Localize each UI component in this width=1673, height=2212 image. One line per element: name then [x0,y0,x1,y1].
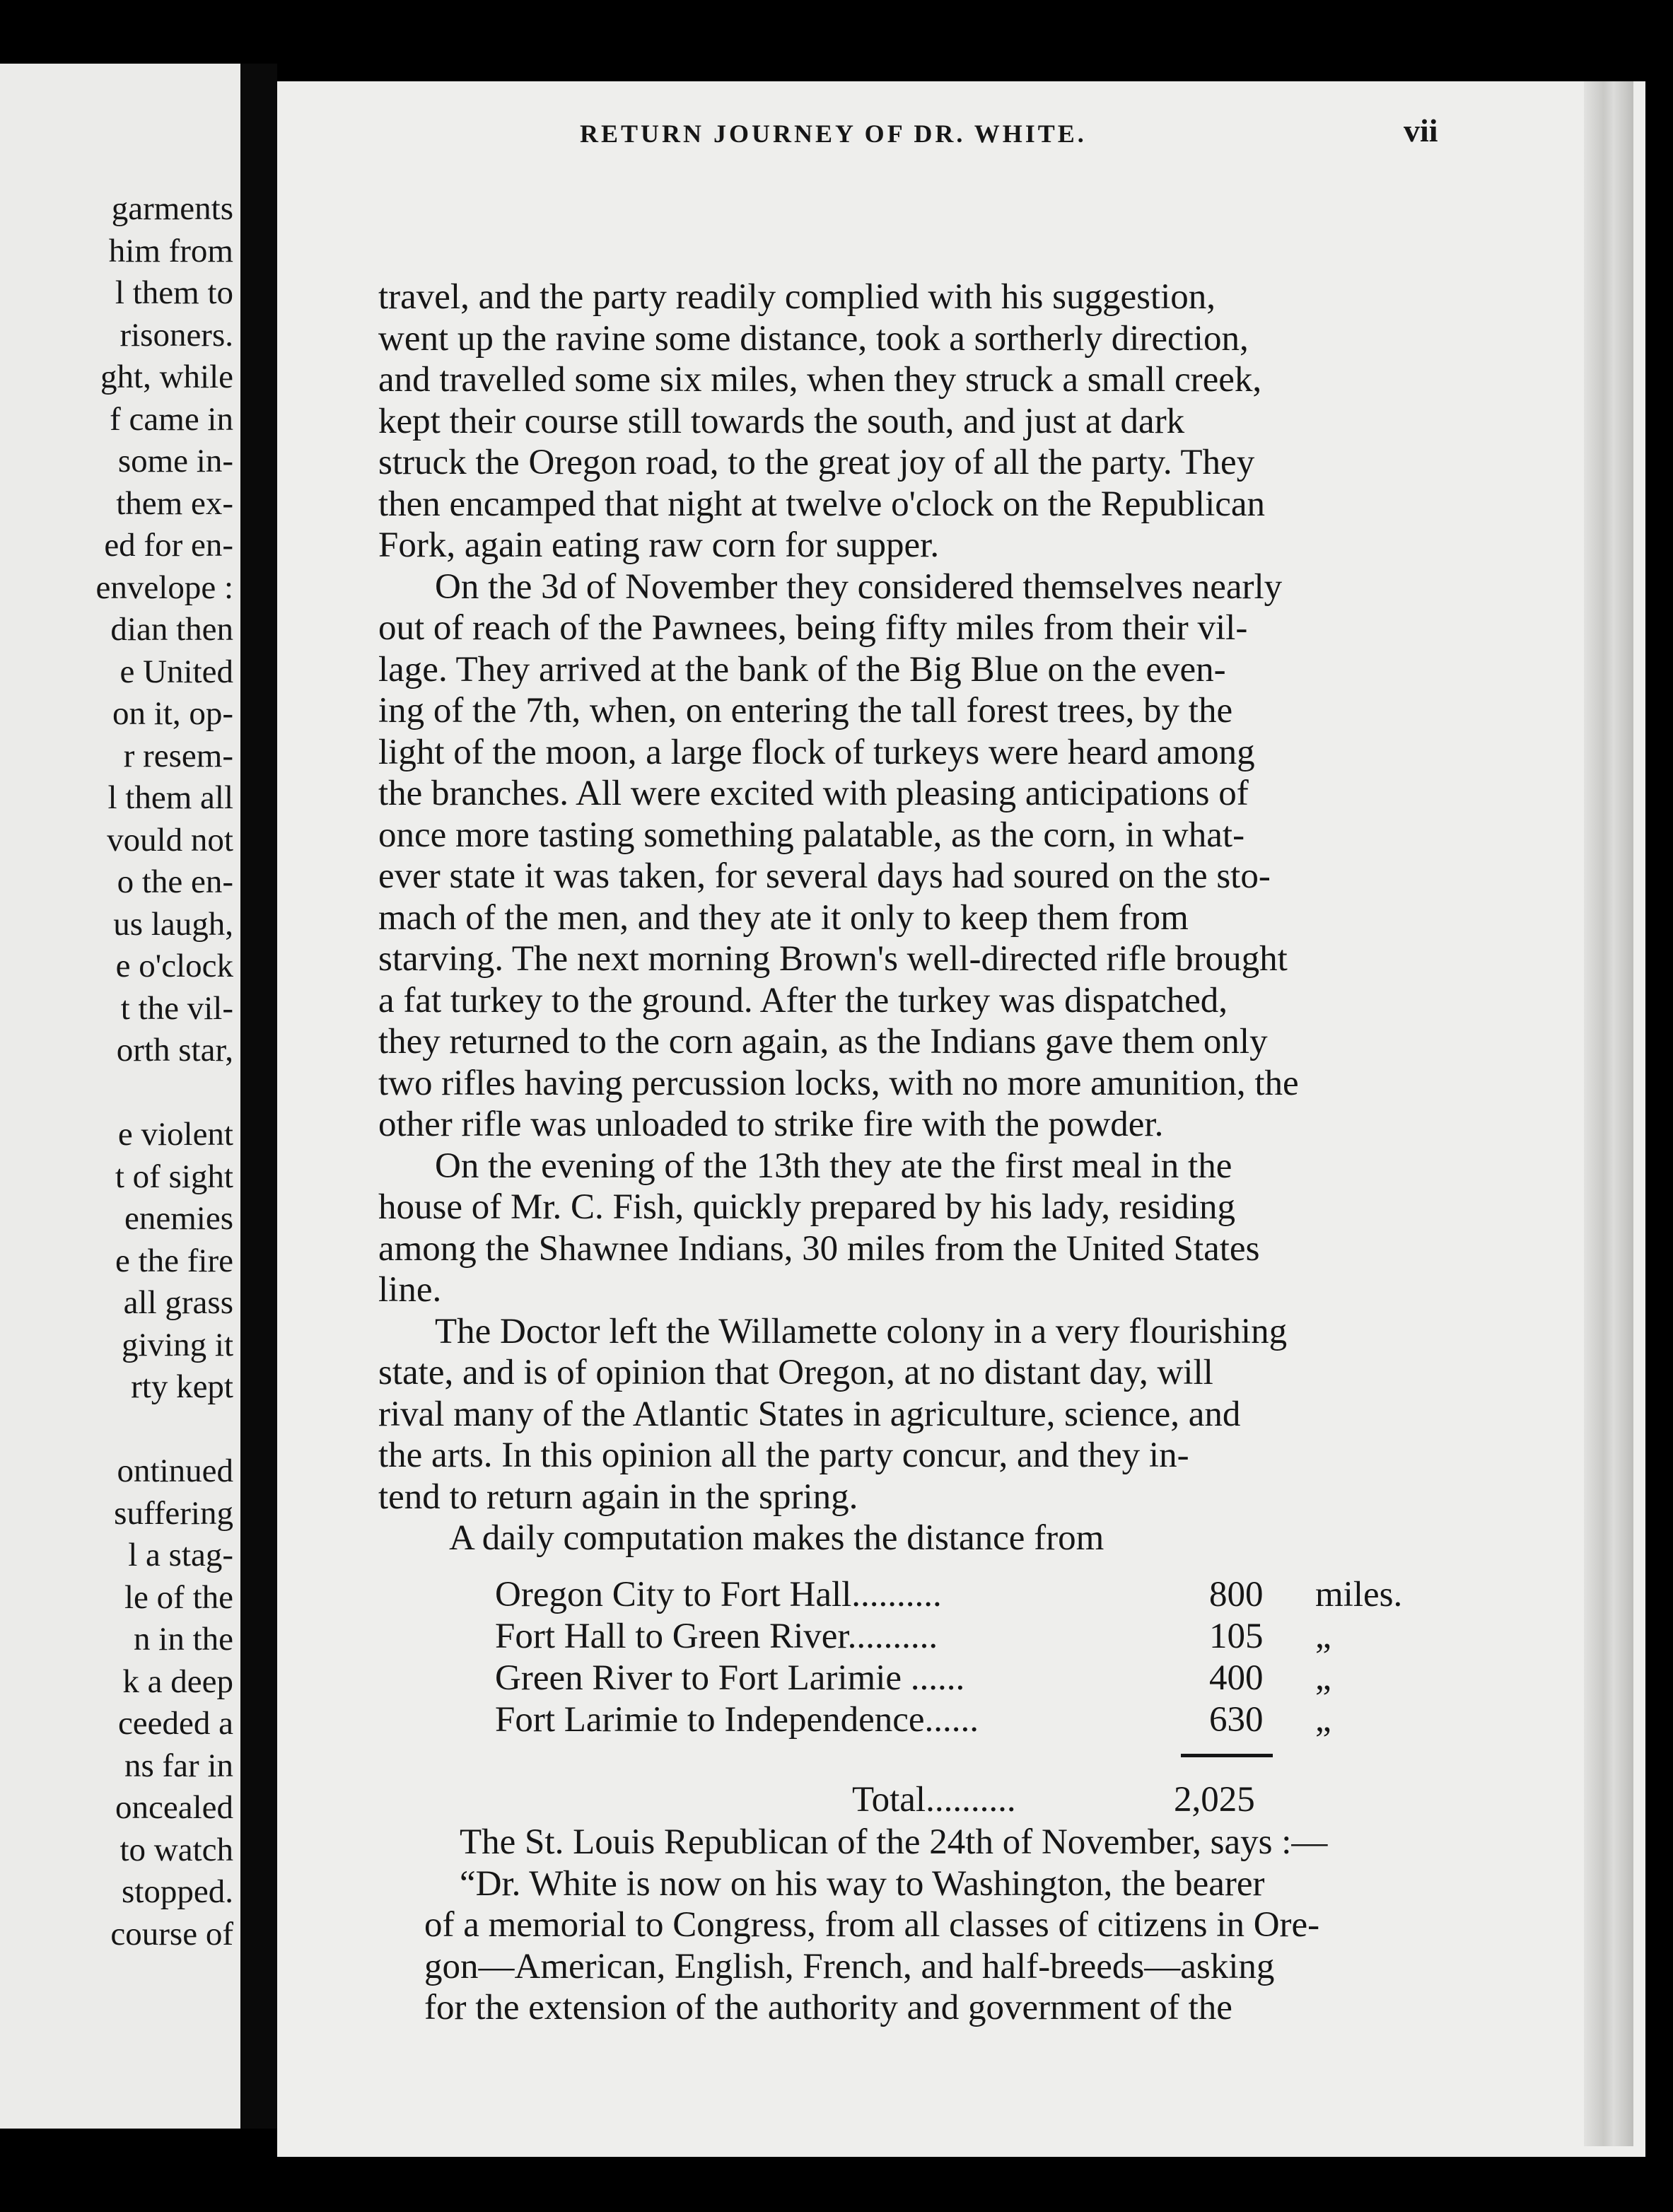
left-page-line: n in the [134,1621,233,1658]
distance-miles: 105 [1209,1617,1264,1656]
left-page-line: t the vil- [120,989,233,1027]
distance-route: Oregon City to Fort Hall.......... [495,1575,942,1614]
left-page-line: garments [111,190,233,227]
distance-route: Green River to Fort Larimie ...... [495,1658,965,1698]
left-page-line: l them to [115,274,233,311]
body-line: light of the moon, a large flock of turkeys were heard among [378,732,1255,772]
left-page-line: ns far in [124,1747,233,1784]
body-line: ever state it was taken, for several days had soured on the sto- [378,856,1271,896]
body-line: then encamped that night at twelve o'clock on the Republican [378,484,1266,524]
left-page-line: t of sight [115,1158,233,1195]
left-page-line: o the en- [117,863,233,900]
body-line: went up the ravine some distance, took a sortherly direction, [378,318,1249,359]
body-line: line. [378,1270,442,1310]
left-page-line: e o'clock [115,948,233,984]
body-line: two rifles having percussion locks, with no more amunition, the [378,1063,1299,1103]
left-page-line: f came in [110,400,233,438]
left-page-line: envelope : [95,569,233,606]
body-line: the branches. All were excited with pleasing anticipations of [378,774,1249,813]
body-line: state, and is of opinion that Oregon, at no distant day, will [378,1353,1213,1392]
distance-miles: 800 [1209,1575,1264,1614]
distance-unit: miles. [1315,1575,1403,1614]
left-page-line: e the fire [115,1242,233,1279]
body-line: mach of the men, and they ate it only to keep them from [378,897,1189,938]
body-line: On the 3d of November they considered themselves nearly [435,566,1283,607]
left-page-line: e United [119,653,233,690]
left-page-line: stopped. [122,1873,233,1910]
left-page-line: some in- [117,443,233,479]
left-page-line: r resem- [123,737,233,774]
left-page-line: giving it [122,1326,233,1363]
body-line: once more tasting something palatable, as the corn, in what- [378,815,1245,855]
body-line: Fork, again eating raw corn for supper. [378,525,940,565]
left-page-line: l them all [107,779,233,816]
body-line: starving. The next morning Brown's well-directed rifle brought [378,939,1288,979]
left-page-line: orth star, [116,1032,233,1069]
body-line: “Dr. White is now on his way to Washington, the bearer [460,1863,1265,1904]
left-page-line: to watch [119,1831,233,1868]
body-line: travel, and the party readily complied with his suggestion, [378,277,1216,317]
body-line: struck the Oregon road, to the great joy of all the party. They [378,443,1255,482]
body-line: lage. They arrived at the bank of the Big Blue on the even- [378,649,1226,689]
body-line: rival many of the Atlantic States in agriculture, science, and [378,1394,1241,1434]
left-page-line: dian then [110,611,233,648]
body-line: A daily computation makes the distance from [449,1518,1104,1558]
distance-route: Fort Hall to Green River.......... [495,1617,938,1656]
distance-unit: „ [1315,1617,1331,1656]
distance-unit: „ [1315,1700,1331,1740]
body-line: a fat turkey to the ground. After the turkey was dispatched, [378,980,1228,1020]
left-page-line: enemies [124,1200,233,1237]
total-value: 2,025 [1174,1780,1255,1820]
body-line: of a memorial to Congress, from all classes of citizens in Ore- [424,1905,1320,1945]
left-page-line: le of the [124,1578,233,1616]
body-line: kept their course still towards the south, and just at dark [378,401,1185,441]
running-head: RETURN JOURNEY OF DR. WHITE. [580,120,1087,148]
left-page-line: ontinued [117,1453,233,1489]
left-page-line: us laugh, [113,905,233,943]
left-page-line: ght, while [100,359,233,395]
left-page-line: suffering [114,1494,233,1532]
body-line: for the extension of the authority and government of the [424,1988,1232,2027]
page-edge [1584,81,1633,2146]
total-rule [1181,1754,1273,1757]
left-page-line: all grass [123,1284,233,1321]
book-gutter [240,64,277,2129]
left-page-line: on it, op- [112,695,233,732]
body-line: other rifle was unloaded to strike fire with the powder. [378,1105,1164,1144]
body-line: ing of the 7th, when, on entering the tall forest trees, by the [378,691,1233,730]
left-page-line: them ex- [116,484,233,522]
left-page-line: k a deep [122,1663,233,1700]
body-line: the arts. In this opinion all the party concur, and they in- [378,1436,1189,1475]
left-page-line: course of [110,1915,233,1952]
left-page-line: e violent [117,1116,233,1153]
distance-miles: 400 [1209,1658,1264,1698]
body-line: tend to return again in the spring. [378,1477,858,1517]
distance-unit: „ [1315,1658,1331,1698]
body-line: they returned to the corn again, as the Indians gave them only [378,1022,1268,1061]
left-page [0,64,240,2129]
body-line: and travelled some six miles, when they struck a small creek, [378,360,1262,400]
page-number: vii [1404,112,1438,149]
left-page-line: ed for en- [104,527,233,564]
left-page-line: risoners. [119,316,233,354]
left-page-line: l a stag- [128,1537,233,1573]
body-line: out of reach of the Pawnees, being fifty miles from their vil- [378,608,1248,648]
distance-route: Fort Larimie to Independence...... [495,1700,979,1740]
left-page-line: vould not [107,821,233,858]
body-line: gon—American, English, French, and half-breeds—asking [424,1946,1275,1986]
left-page-line: oncealed [115,1789,233,1826]
body-line: house of Mr. C. Fish, quickly prepared by his lady, residing [378,1187,1236,1227]
body-line: The Doctor left the Willamette colony in a very flourishing [435,1311,1288,1351]
body-line: The St. Louis Republican of the 24th of November, says :— [460,1822,1328,1862]
left-page-line: rty kept [131,1368,233,1405]
body-line: On the evening of the 13th they ate the first meal in the [435,1146,1232,1186]
body-line: among the Shawnee Indians, 30 miles from the United States [378,1228,1260,1269]
total-label: Total.......... [852,1780,1016,1820]
left-page-line: him from [108,232,233,269]
distance-miles: 630 [1209,1700,1264,1740]
left-page-line: ceeded a [117,1705,233,1742]
